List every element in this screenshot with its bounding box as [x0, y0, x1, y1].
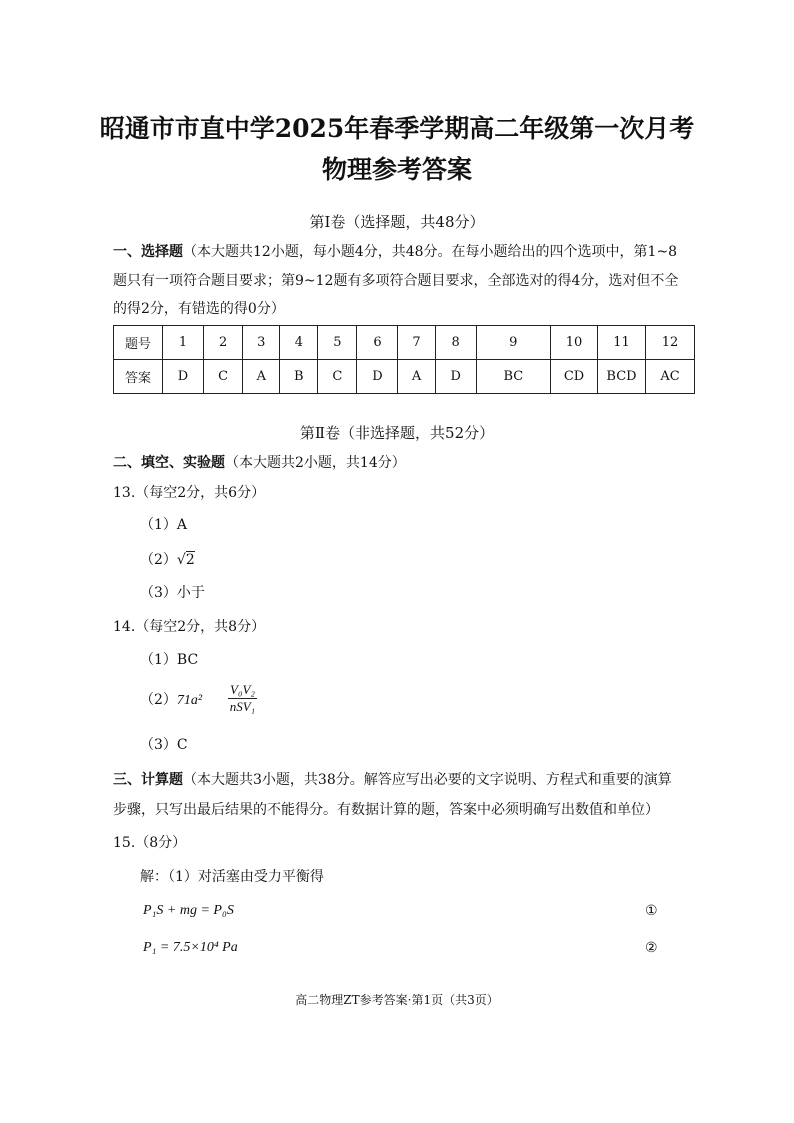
equation-2-mark: ② [645, 940, 658, 956]
section3-note: （本大题共3小题，共38分。解答应写出必要的文字说明、方程式和重要的演算 [183, 772, 672, 788]
section3-label: 三、计算题 [113, 772, 183, 788]
table-cell: C [318, 360, 357, 394]
table-cell: 11 [598, 326, 646, 360]
table-row-answers [114, 360, 695, 394]
table-cell: 6 [357, 326, 398, 360]
table-cell: C [203, 360, 242, 394]
section3-note-line2: 步骤，只写出最后结果的不能得分。有数据计算的题，答案中必须明确写出数值和单位） [113, 802, 659, 818]
q14-label: 14.（每空2分，共8分） [113, 619, 266, 635]
q14-fraction [228, 682, 257, 715]
answer-table [113, 325, 695, 394]
table-cell: 3 [243, 326, 280, 360]
part1-instructions-line3: 的得2分，有错选的得0分） [113, 301, 285, 317]
q13-answer-2 [140, 550, 195, 570]
answer-value: 71a² [176, 693, 203, 708]
equation-1-mark: ① [645, 903, 658, 919]
fraction-numerator: V₀V₂ [230, 682, 255, 697]
section2-label: 二、填空、实验题 [113, 455, 225, 471]
table-cell: BC [476, 360, 550, 394]
table-cell: 8 [435, 326, 476, 360]
section3-heading [113, 770, 672, 790]
table-cell: 2 [203, 326, 242, 360]
sqrt-symbol: √ [176, 552, 186, 568]
table-cell: B [280, 360, 318, 394]
q13-answer-1: （1）A [140, 517, 188, 533]
title-line-1: 昭通市市直中学2025年春季学期高二年级第一次月考 [99, 114, 695, 143]
table-cell: 4 [280, 326, 318, 360]
q13-label: 13.（每空2分，共6分） [113, 485, 266, 501]
instructions-text: （本大题共12小题，每小题4分，共48分。在每小题给出的四个选项中，第1~8 [183, 244, 678, 260]
table-cell: D [357, 360, 398, 394]
answer-prefix: （2） [140, 552, 177, 568]
page-footer: 高二物理ZT参考答案·第1页（共3页） [295, 993, 499, 1007]
table-cell: 1 [163, 326, 204, 360]
table-cell: D [163, 360, 204, 394]
part2-heading: 第Ⅱ卷（非选择题，共52分） [299, 424, 495, 442]
table-cell: 12 [646, 326, 695, 360]
q14-answer-3: （3）C [140, 737, 188, 753]
table-cell: A [243, 360, 280, 394]
table-cell: D [435, 360, 476, 394]
equation-2: P₁ = 7.5×10⁴ Pa [143, 940, 238, 955]
table-cell: BCD [598, 360, 646, 394]
table-cell: 9 [476, 326, 550, 360]
table-cell: AC [646, 360, 695, 394]
answer-prefix: （2） [140, 692, 177, 708]
row-header: 答案 [114, 360, 163, 394]
row-header: 题号 [114, 326, 163, 360]
table-cell: 10 [551, 326, 598, 360]
q13-answer-3: （3）小于 [140, 585, 205, 601]
table-cell: 5 [318, 326, 357, 360]
sqrt-value: 2 [185, 552, 195, 568]
part1-heading: 第Ⅰ卷（选择题，共48分） [309, 213, 485, 231]
section2-heading [113, 453, 406, 473]
section1-label: 一、选择题 [113, 244, 183, 260]
table-cell: 7 [398, 326, 435, 360]
part1-instructions-line2: 题只有一项符合题目要求；第9~12题有多项符合题目要求，全部选对的得4分，选对但不全 [113, 273, 679, 289]
equation-1: P₁S + mg = P₀S [143, 903, 234, 918]
q14-answer-1: （1）BC [140, 652, 199, 668]
part1-instructions-line1 [113, 242, 677, 262]
fraction-denominator: nSV₁ [229, 699, 256, 714]
q15-solution-intro: 解：（1）对活塞由受力平衡得 [140, 869, 324, 885]
table-cell: A [398, 360, 435, 394]
q15-label: 15.（8分） [113, 835, 187, 851]
table-cell: CD [551, 360, 598, 394]
q14-answer-2 [140, 690, 202, 711]
title-line-2: 物理参考答案 [321, 155, 472, 184]
table-row-numbers [114, 326, 695, 360]
section2-note: （本大题共2小题，共14分） [225, 455, 406, 471]
